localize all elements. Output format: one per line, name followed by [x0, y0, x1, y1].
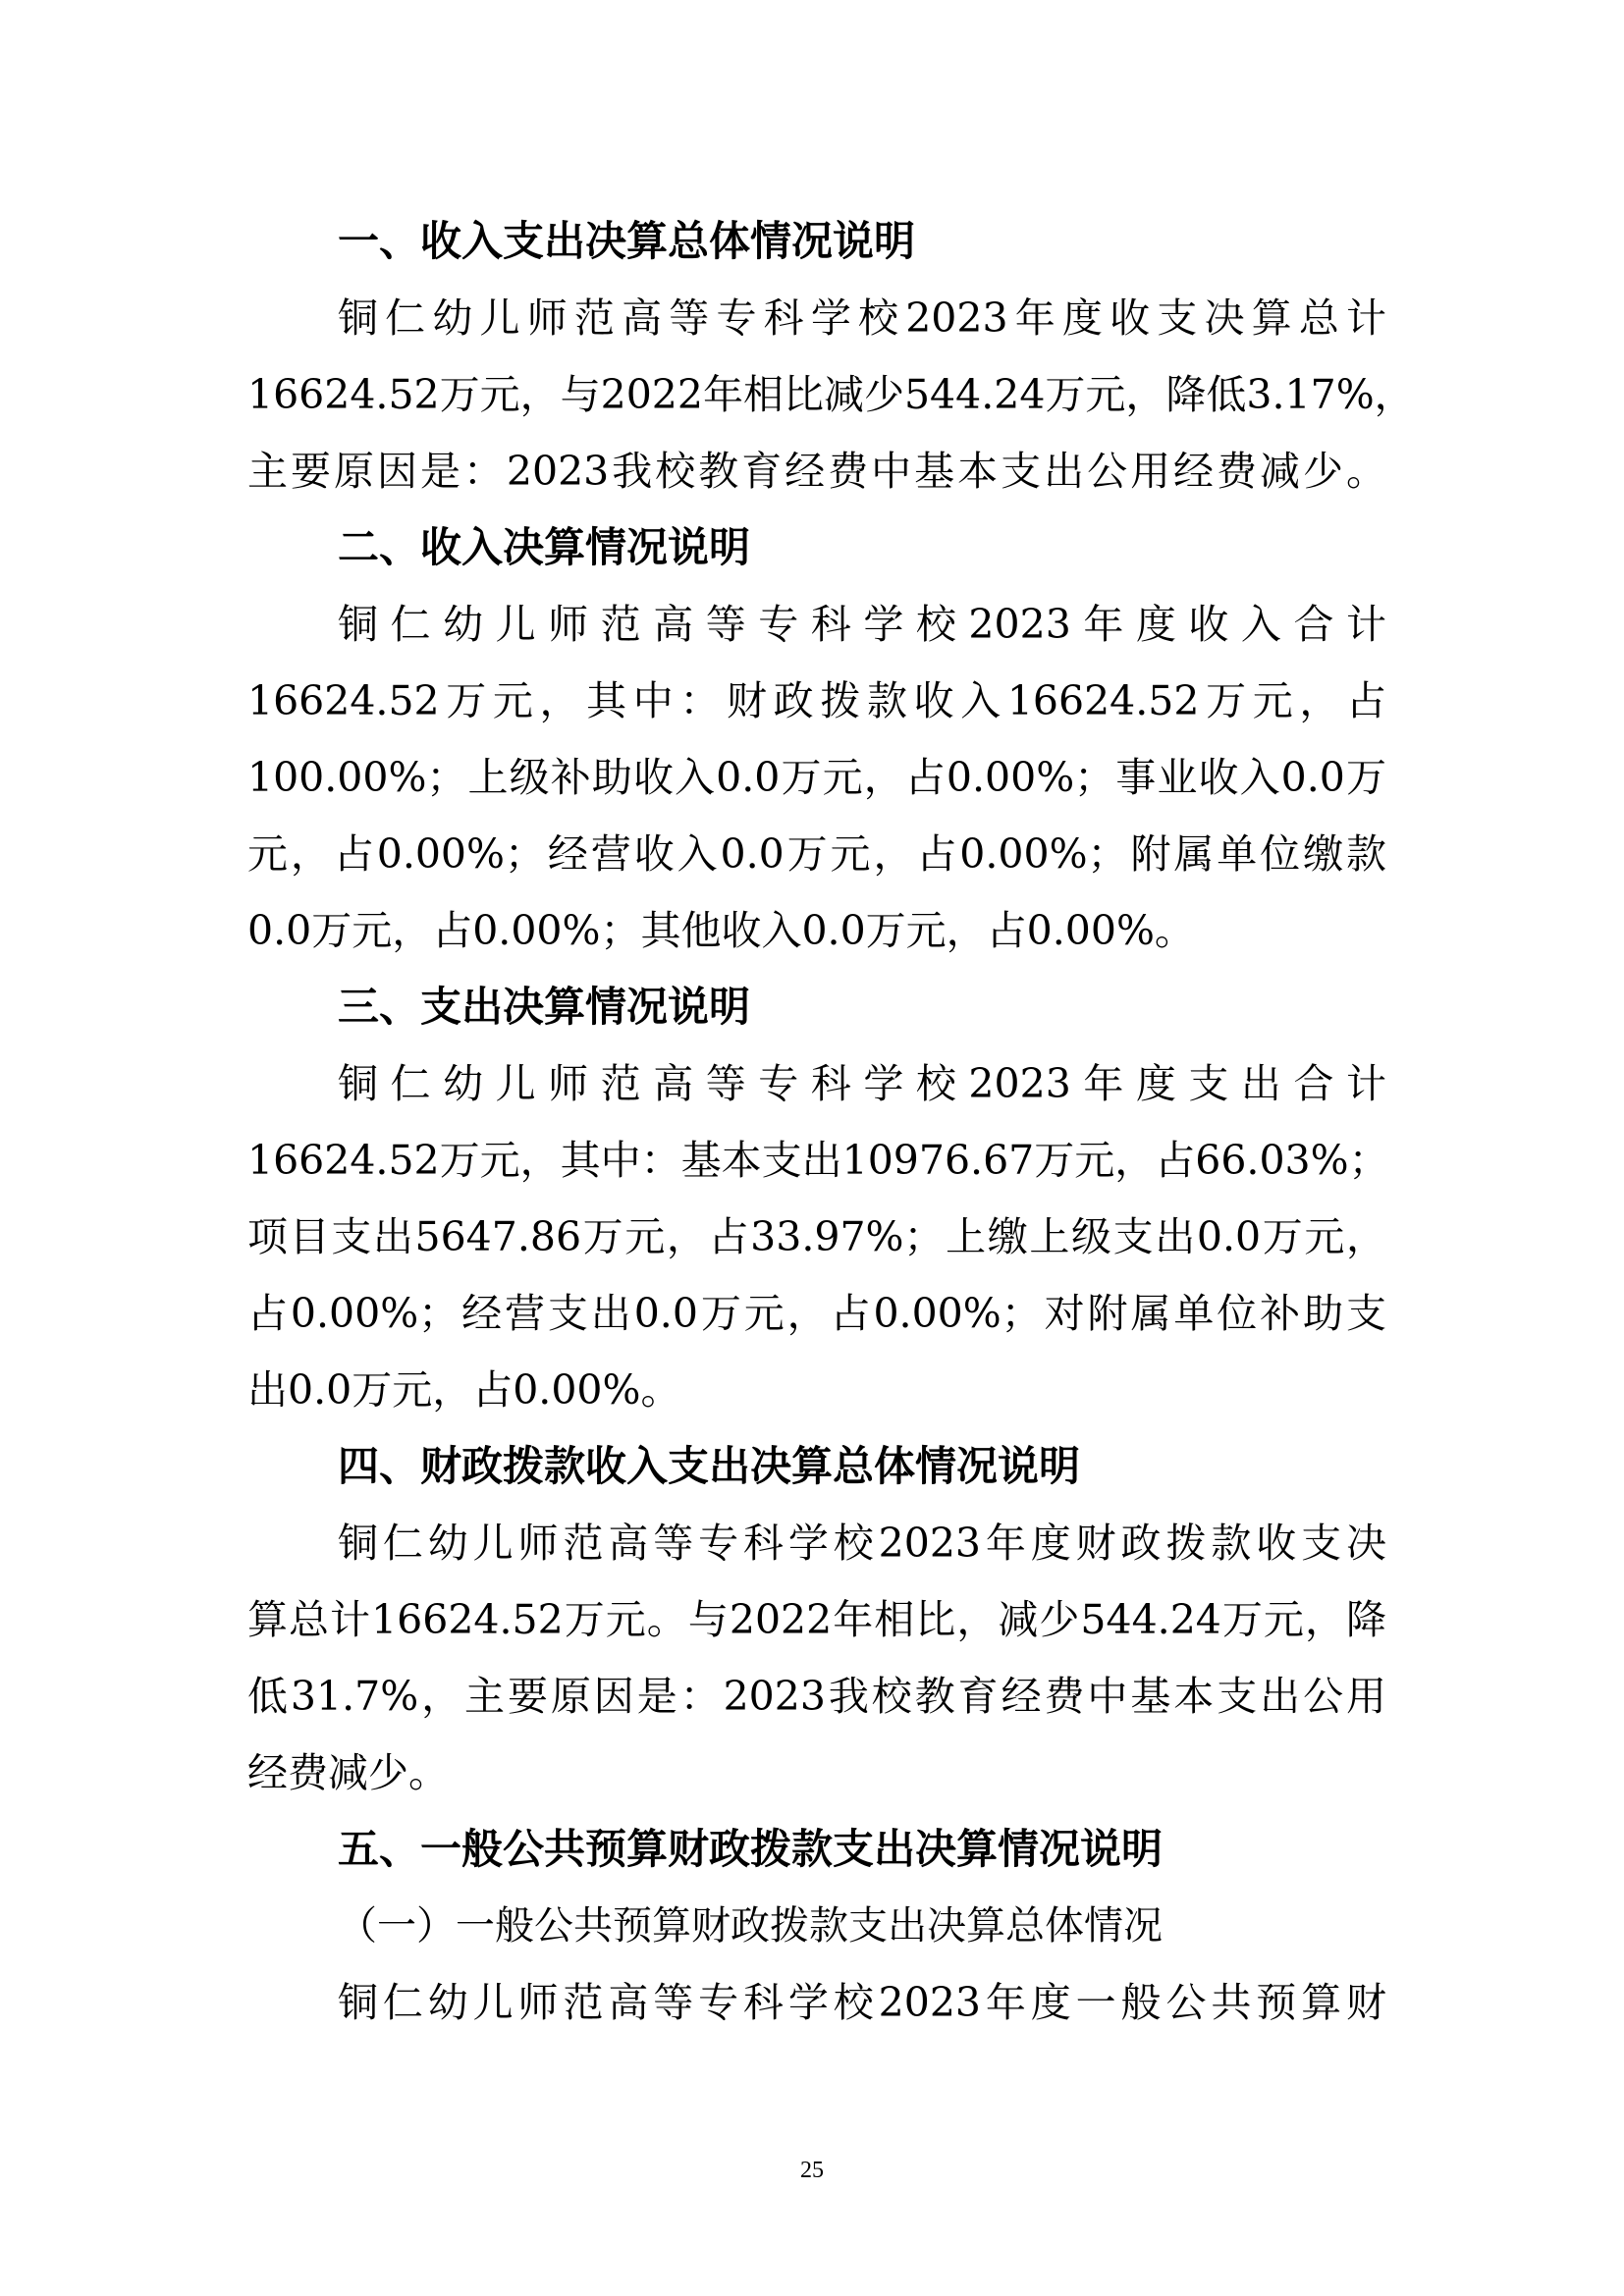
paragraph-line: 16624.52万元，与2022年相比减少544.24万元，降低3.17%， — [247, 371, 1415, 418]
paragraph-line: 铜仁幼儿师范高等专科学校2023年度支出合计 — [338, 1060, 1386, 1107]
paragraph-line: 0.0万元，占0.00%；其他收入0.0万元，占0.00%。 — [247, 907, 1195, 954]
paragraph-line: 元，占0.00%；经营收入0.0万元，占0.00%；附属单位缴款 — [247, 830, 1386, 878]
section-heading-5: 五、一般公共预算财政拨款支出决算情况说明 — [338, 1825, 1164, 1873]
section-heading-2: 二、收入决算情况说明 — [338, 523, 751, 571]
paragraph-line: 铜仁幼儿师范高等专科学校2023年度一般公共预算财 — [338, 1979, 1386, 2026]
section-heading-4: 四、财政拨款收入支出决算总体情况说明 — [338, 1442, 1081, 1490]
paragraph-line: 经费减少。 — [247, 1749, 449, 1796]
paragraph-line: 100.00%；上级补助收入0.0万元，占0.00%；事业收入0.0万 — [247, 754, 1386, 801]
subsection-heading: （一）一般公共预算财政拨款支出决算总体情况 — [338, 1903, 1163, 1949]
page-number: 25 — [800, 2158, 824, 2183]
paragraph-line: 主要原因是：2023我校教育经费中基本支出公用经费减少。 — [247, 448, 1386, 495]
section-heading-1: 一、收入支出决算总体情况说明 — [338, 217, 916, 265]
paragraph-line: 铜仁幼儿师范高等专科学校2023年度收入合计 — [338, 601, 1386, 648]
paragraph-line: 铜仁幼儿师范高等专科学校2023年度收支决算总计 — [338, 294, 1386, 342]
paragraph-line: 出0.0万元，占0.00%。 — [247, 1366, 681, 1414]
paragraph-line: 低31.7%，主要原因是：2023我校教育经费中基本支出公用 — [247, 1673, 1386, 1720]
paragraph-line: 16624.52万元，其中：财政拨款收入16624.52万元，占 — [247, 677, 1386, 724]
paragraph-line: 铜仁幼儿师范高等专科学校2023年度财政拨款收支决 — [338, 1520, 1386, 1567]
paragraph-line: 占0.00%；经营支出0.0万元，占0.00%；对附属单位补助支 — [247, 1290, 1386, 1337]
paragraph-line: 16624.52万元，其中：基本支出10976.67万元，占66.03%； — [247, 1137, 1389, 1184]
paragraph-line: 项目支出5647.86万元，占33.97%；上缴上级支出0.0万元， — [247, 1213, 1386, 1260]
section-heading-3: 三、支出决算情况说明 — [338, 983, 751, 1031]
paragraph-line: 算总计16624.52万元。与2022年相比，减少544.24万元，降 — [247, 1596, 1386, 1643]
